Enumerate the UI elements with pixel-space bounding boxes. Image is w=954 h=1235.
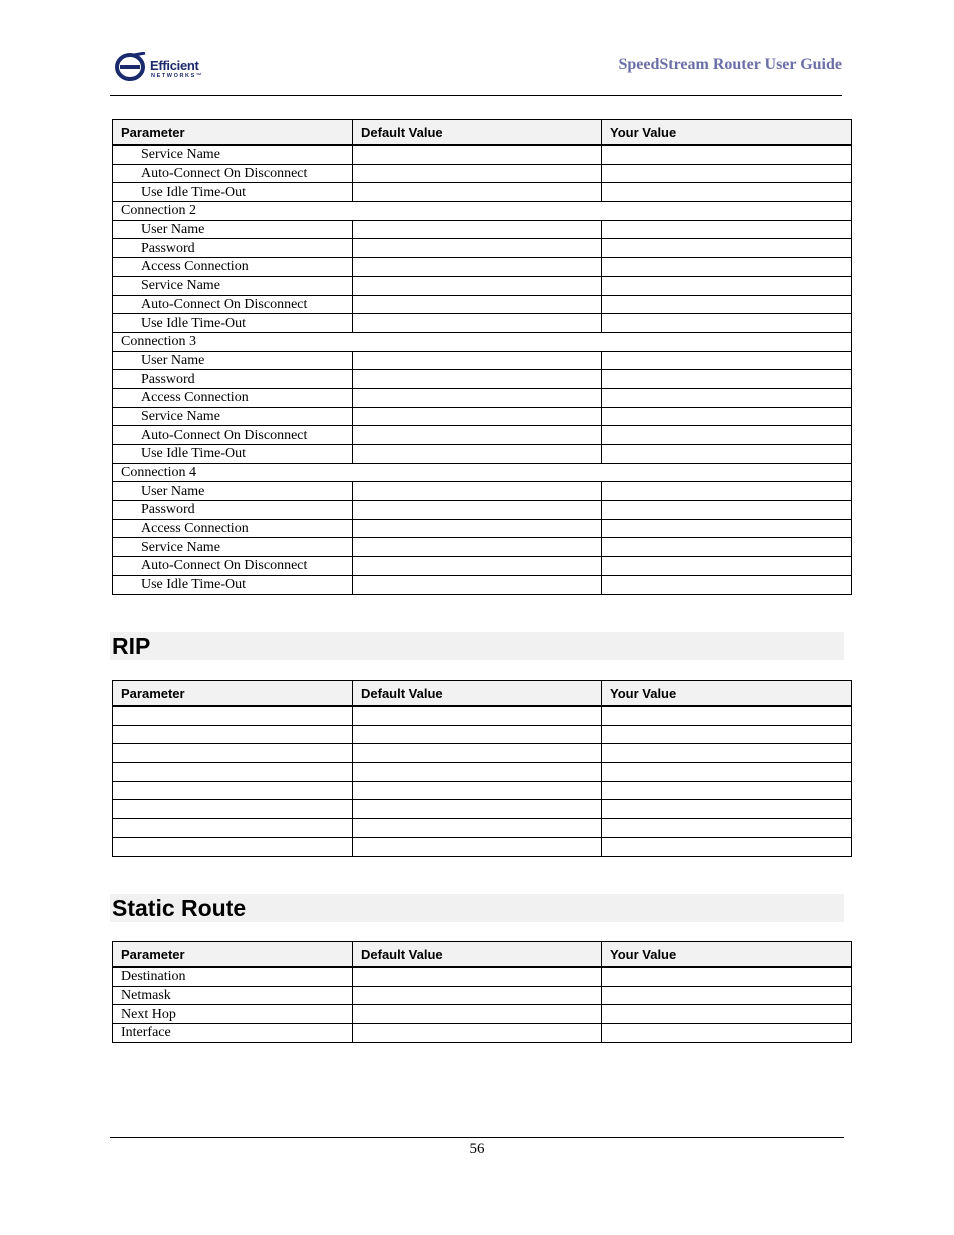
your-value-cell [602, 220, 852, 239]
your-value-cell [602, 800, 852, 819]
table-row [113, 314, 852, 333]
your-value-cell [602, 1005, 852, 1024]
static-route-section-title: Static Route [112, 895, 247, 921]
parameter-cell: Auto-Connect On Disconnect [113, 164, 353, 183]
default-value-cell [353, 837, 602, 856]
parameter-cell [113, 800, 353, 819]
default-value-cell [353, 501, 602, 520]
parameter-cell: Use Idle Time-Out [113, 575, 353, 594]
your-value-cell [602, 706, 852, 725]
table-header-row [113, 120, 852, 146]
parameter-cell: Auto-Connect On Disconnect [113, 426, 353, 445]
page-footer [110, 1137, 844, 1160]
table-row [113, 744, 852, 763]
parameter-cell: User Name [113, 482, 353, 501]
connections-parameter-table [112, 119, 852, 595]
table-row [113, 557, 852, 576]
table-row [113, 183, 852, 202]
parameter-cell [113, 781, 353, 800]
table-row [113, 819, 852, 838]
parameter-cell: Service Name [113, 407, 353, 426]
table-row [113, 445, 852, 464]
your-value-cell [602, 164, 852, 183]
your-value-cell [602, 388, 852, 407]
table-row [113, 725, 852, 744]
parameter-cell: Password [113, 501, 353, 520]
rip-parameter-table [112, 680, 852, 857]
your-value-cell [602, 239, 852, 258]
default-value-cell [353, 183, 602, 202]
parameter-cell: Access Connection [113, 258, 353, 277]
parameter-cell: Auto-Connect On Disconnect [113, 557, 353, 576]
default-value-cell [353, 557, 602, 576]
logo-subtext: NETWORKS™ [151, 73, 203, 79]
parameter-cell [113, 819, 353, 838]
table-row [113, 763, 852, 782]
your-value-cell [602, 781, 852, 800]
page-header [110, 48, 842, 96]
table-group-row [113, 332, 852, 351]
column-header-parameter: Parameter [113, 942, 353, 968]
default-value-cell [353, 295, 602, 314]
default-value-cell [353, 164, 602, 183]
column-header-parameter: Parameter [113, 120, 353, 146]
parameter-cell [113, 706, 353, 725]
default-value-cell [353, 800, 602, 819]
default-value-cell [353, 370, 602, 389]
table-row [113, 258, 852, 277]
table-row [113, 164, 852, 183]
default-value-cell [353, 276, 602, 295]
group-label: Connection 2 [113, 202, 852, 221]
table-row [113, 781, 852, 800]
table-row [113, 800, 852, 819]
your-value-cell [602, 501, 852, 520]
default-value-cell [353, 1024, 602, 1043]
default-value-cell [353, 239, 602, 258]
guide-title: SpeedStream Router User Guide [618, 56, 842, 73]
your-value-cell [602, 1024, 852, 1043]
table-row [113, 986, 852, 1005]
default-value-cell [353, 744, 602, 763]
efficient-e-icon [114, 52, 148, 82]
table-header-row [113, 942, 852, 968]
parameter-cell: Access Connection [113, 519, 353, 538]
page-number: 56 [469, 1141, 485, 1157]
parameter-cell: User Name [113, 351, 353, 370]
default-value-cell [353, 986, 602, 1005]
table-row [113, 482, 852, 501]
default-value-cell [353, 407, 602, 426]
rip-section-bar [110, 632, 844, 660]
default-value-cell [353, 145, 602, 164]
your-value-cell [602, 744, 852, 763]
parameter-cell [113, 725, 353, 744]
default-value-cell [353, 575, 602, 594]
your-value-cell [602, 967, 852, 986]
group-label: Connection 3 [113, 332, 852, 351]
your-value-cell [602, 725, 852, 744]
table-row [113, 295, 852, 314]
logo-wordmark: Efficient [150, 58, 199, 73]
default-value-cell [353, 220, 602, 239]
efficient-networks-logo [114, 52, 214, 84]
default-value-cell [353, 445, 602, 464]
your-value-cell [602, 837, 852, 856]
your-value-cell [602, 183, 852, 202]
default-value-cell [353, 258, 602, 277]
parameter-cell: Next Hop [113, 1005, 353, 1024]
your-value-cell [602, 538, 852, 557]
your-value-cell [602, 763, 852, 782]
parameter-cell: Service Name [113, 276, 353, 295]
parameter-cell: Access Connection [113, 388, 353, 407]
parameter-cell: Use Idle Time-Out [113, 183, 353, 202]
parameter-cell: Auto-Connect On Disconnect [113, 295, 353, 314]
default-value-cell [353, 538, 602, 557]
table-row [113, 239, 852, 258]
parameter-cell [113, 763, 353, 782]
static-route-parameter-table [112, 941, 852, 1043]
your-value-cell [602, 575, 852, 594]
your-value-cell [602, 351, 852, 370]
default-value-cell [353, 781, 602, 800]
table-row [113, 276, 852, 295]
default-value-cell [353, 725, 602, 744]
group-label: Connection 4 [113, 463, 852, 482]
your-value-cell [602, 407, 852, 426]
default-value-cell [353, 314, 602, 333]
your-value-cell [602, 258, 852, 277]
parameter-cell: Password [113, 239, 353, 258]
table-row [113, 967, 852, 986]
default-value-cell [353, 388, 602, 407]
your-value-cell [602, 370, 852, 389]
table-row [113, 1024, 852, 1043]
table-row [113, 501, 852, 520]
default-value-cell [353, 967, 602, 986]
static-route-section-bar [110, 894, 844, 922]
table-row [113, 426, 852, 445]
parameter-cell: Service Name [113, 145, 353, 164]
your-value-cell [602, 482, 852, 501]
table-group-row [113, 202, 852, 221]
your-value-cell [602, 145, 852, 164]
your-value-cell [602, 557, 852, 576]
table-row [113, 388, 852, 407]
table-row [113, 370, 852, 389]
column-header-parameter: Parameter [113, 681, 353, 707]
default-value-cell [353, 1005, 602, 1024]
table-row [113, 837, 852, 856]
column-header-your-value: Your Value [602, 681, 852, 707]
parameter-cell: Destination [113, 967, 353, 986]
your-value-cell [602, 314, 852, 333]
your-value-cell [602, 426, 852, 445]
your-value-cell [602, 819, 852, 838]
column-header-default-value: Default Value [353, 942, 602, 968]
parameter-cell: Netmask [113, 986, 353, 1005]
your-value-cell [602, 276, 852, 295]
parameter-cell: Interface [113, 1024, 353, 1043]
default-value-cell [353, 819, 602, 838]
parameter-cell [113, 744, 353, 763]
parameter-cell: Use Idle Time-Out [113, 314, 353, 333]
table-row [113, 575, 852, 594]
column-header-default-value: Default Value [353, 120, 602, 146]
default-value-cell [353, 706, 602, 725]
table-row [113, 706, 852, 725]
your-value-cell [602, 519, 852, 538]
default-value-cell [353, 426, 602, 445]
parameter-cell [113, 837, 353, 856]
default-value-cell [353, 519, 602, 538]
column-header-default-value: Default Value [353, 681, 602, 707]
table-row [113, 351, 852, 370]
table-row [113, 519, 852, 538]
default-value-cell [353, 482, 602, 501]
table-row [113, 220, 852, 239]
table-header-row [113, 681, 852, 707]
parameter-cell: Password [113, 370, 353, 389]
column-header-your-value: Your Value [602, 942, 852, 968]
table-row [113, 407, 852, 426]
parameter-cell: Use Idle Time-Out [113, 445, 353, 464]
table-row [113, 1005, 852, 1024]
your-value-cell [602, 295, 852, 314]
table-group-row [113, 463, 852, 482]
rip-section-title: RIP [112, 633, 151, 659]
your-value-cell [602, 445, 852, 464]
table-row [113, 145, 852, 164]
default-value-cell [353, 351, 602, 370]
parameter-cell: User Name [113, 220, 353, 239]
table-row [113, 538, 852, 557]
column-header-your-value: Your Value [602, 120, 852, 146]
parameter-cell: Service Name [113, 538, 353, 557]
default-value-cell [353, 763, 602, 782]
your-value-cell [602, 986, 852, 1005]
